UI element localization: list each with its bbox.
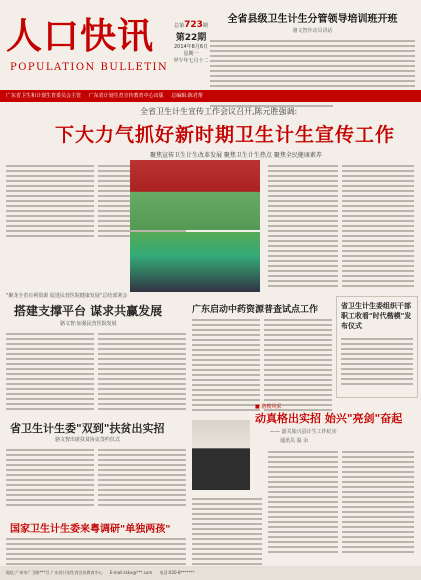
top-right-subtitle: 骆文智作动员讲话: [292, 28, 333, 34]
masthead-title: 人口快讯: [6, 15, 155, 57]
masthead-title-en: POPULATION BULLETIN: [10, 62, 169, 73]
article3-text-2: [98, 446, 186, 509]
footer-bar: [0, 566, 421, 580]
right-column-text: [268, 162, 338, 290]
feature-subtitle: —— 韶关始兴县计生工作纪实: [270, 429, 337, 435]
publisher-strip: [0, 90, 421, 102]
article2-title: 搭建支撑平台 谋求共赢发展: [14, 304, 163, 318]
top-right-title: 全省县级卫生计生分管领导培训班开班: [227, 14, 398, 25]
right-column-text-2: [342, 162, 414, 290]
article3-title: 省卫生计生委"双到"扶贫出实招: [10, 422, 165, 435]
issue-info: [170, 20, 212, 64]
article4-title: 国家卫生计生委来粤调研"单独两孩": [10, 524, 171, 535]
right-article-box: [336, 296, 418, 398]
footer-address: 地址:广州市广卫路***号 广东省计划生育宣传教育中心: [6, 570, 103, 575]
footer-email: E-mail:rkkx@***.com: [109, 570, 153, 575]
publisher-middle: 广东省计划生育宣传教育中心出版: [88, 93, 164, 99]
article2-subtitle: 骆文智:加强民营医院发展: [60, 321, 117, 327]
feature-text-3: [342, 448, 414, 556]
lead-deck: 聚焦宣传卫生计生改革发展 聚焦卫生计生热点 聚焦全民健康素养: [150, 152, 322, 159]
meeting-photo-2: [130, 232, 260, 292]
lead-headline: 下大力气抓好新时期卫生计生宣传工作: [55, 124, 396, 146]
publisher-left: 广东省卫生和计划生育委员会主管: [6, 93, 82, 99]
feature-title: 动真格出实招 始兴"亮剑"奋起: [255, 412, 403, 425]
issue-lunar-date: 甲午年七月十二: [173, 58, 209, 64]
issue-number: 第22期: [175, 33, 207, 43]
article2-text: [6, 330, 94, 413]
portrait-photo: [192, 420, 250, 490]
meeting-photo: [130, 160, 260, 230]
article2-text-2: [98, 330, 186, 413]
issue-weekday: 星期一: [183, 51, 199, 57]
feature-text-1: [192, 495, 262, 568]
middle-article-text-2: [264, 316, 332, 414]
lead-kicker: 全省卫生计生宣传工作会议召开,陈元胜强调:: [140, 107, 298, 116]
article2-pre-title: "聚龙全省有利资源 促进民营医院健康发展"总结部署会: [6, 293, 128, 299]
feature-section-label: ■ 楷模风采: [255, 404, 282, 410]
right-article-title: 省卫生计生委组织干部职工收看"时代楷模"发布仪式: [341, 302, 412, 330]
issue-total-suffix: 期: [202, 23, 208, 29]
middle-article-title: 广东启动中药资源普查试点工作: [192, 305, 319, 315]
publisher-right: 总编辑:陈君帮: [171, 93, 203, 99]
issue-date: 2014年8月6日: [173, 44, 209, 50]
article3-subtitle: 骆文智出席扶贫协议签约仪式: [55, 437, 121, 443]
footer-phone: 电话:020-8*******: [159, 570, 195, 575]
left-column-text: [6, 162, 94, 240]
issue-total-number: 723: [184, 20, 203, 30]
issue-total-label: 总第: [174, 23, 185, 29]
middle-article-text: [192, 316, 260, 414]
feature-text-2: [268, 448, 338, 556]
article4-text: [6, 535, 186, 568]
feature-author: 通讯员 温 余: [280, 438, 309, 444]
article3-text: [6, 446, 94, 509]
